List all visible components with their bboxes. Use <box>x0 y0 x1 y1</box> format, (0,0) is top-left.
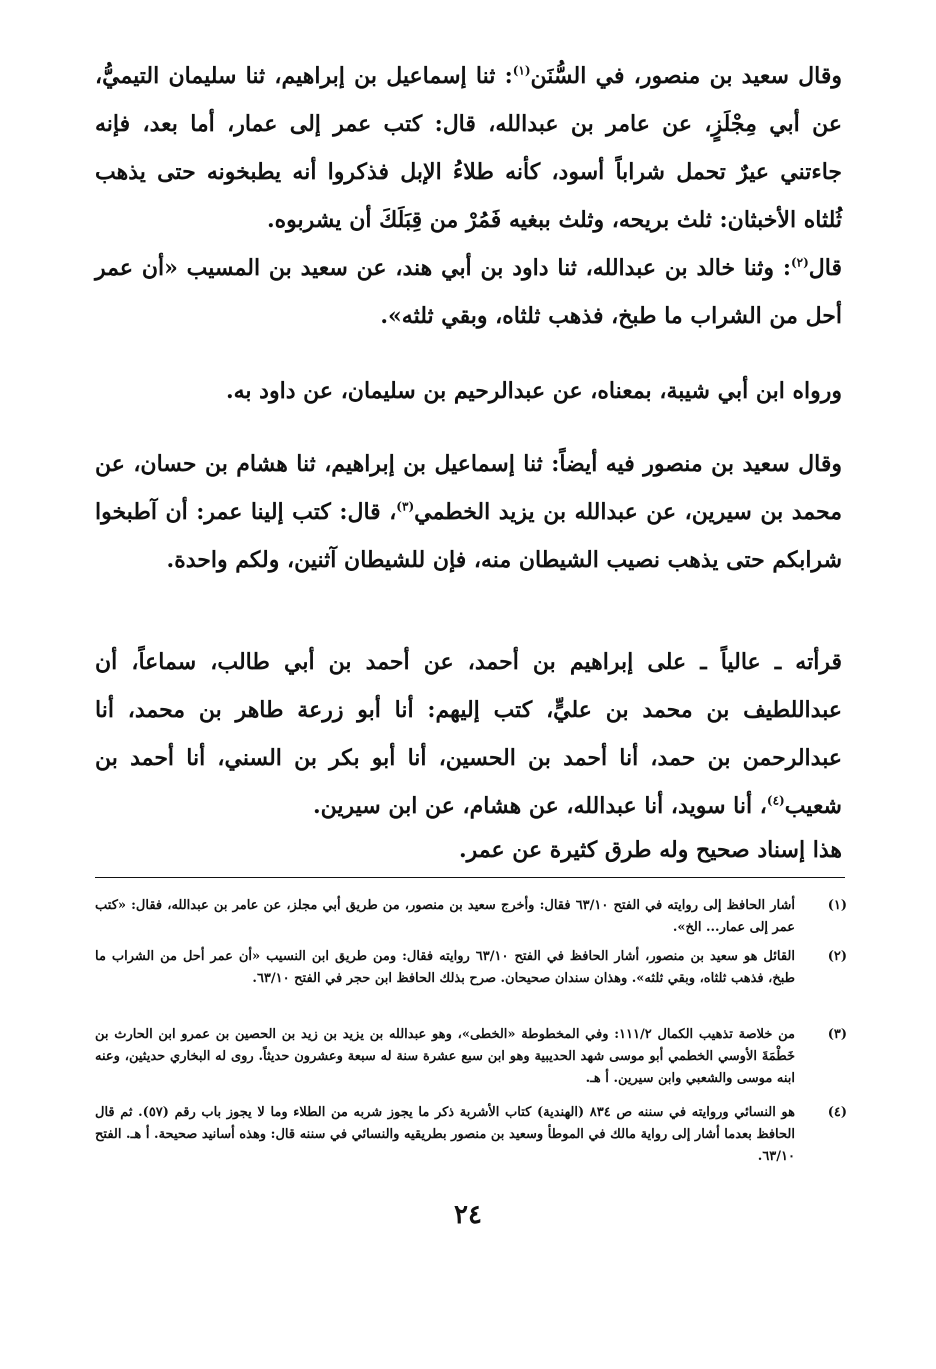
footnote-ref-3[interactable]: (٣) <box>396 499 415 514</box>
paragraph-1-text-a: وقال سعيد بن منصور، في السُّنَن <box>530 63 842 89</box>
paragraph-4-text-a: وقال سعيد بن منصور فيه أيضاً: ثنا إسماعيل بن إبراهيم، ثنا هشام بن حسان، عن محمد بن سيرين، عن عبدالله بن يزيد الخطمي <box>95 451 842 525</box>
footnote-ref-1[interactable]: (١) <box>512 63 531 78</box>
paragraph-3-text: ورواه ابن أبي شيبة، بمعناه، عن عبدالرحيم بن سليمان، عن داود به. <box>225 378 842 404</box>
footnote-4-text: هو النسائي وروايته في سننه ص ٨٣٤ (الهندية) كتاب الأشربة ذكر ما يجوز شربه من الطلاء وما لا يجوز باب رقم (٥٧). ثم قال الحافظ بعدما أشار إلى رواية مالك في الموطأ وسعيد بن منصور بطريقيه والنسائي في سننه قال: وهذه أسانيد صحيحة. أ هـ. الفتح ٦٣/١٠. <box>95 1105 796 1164</box>
page-number: ٢٤ <box>454 1200 482 1230</box>
paragraph-1-text-b: : ثنا إسماعيل بن إبراهيم، ثنا سليمان التيميُّ، عن أبي مِجْلَزٍ، عن عامر بن عبدالله، قال: كتب عمر إلى عمار، أما بعد، فإنه جاءتني عيرٌ تحمل شراباً أسود، كأنه طلاءُ الإبل فذكروا أنه يطبخونه حتى يذهب ثُلثاه الأخبثان: ثلث بريحه، وثلث ببغيه فَمُرْ من قِبَلَكَ أن يشربوه. <box>95 63 842 233</box>
footnote-2 <box>95 946 847 990</box>
paragraph-2-text-b: : وثنا خالد بن عبدالله، ثنا داود بن أبي هند، عن سعيد بن المسيب «أن عمر أحل من الشراب ما طبخ، فذهب ثلثاه، وبقي ثلثه». <box>95 255 842 329</box>
footnote-divider <box>95 877 845 878</box>
footnote-1-text: أشار الحافظ إلى روايته في الفتح ٦٣/١٠ فقال: وأخرج سعيد بن منصور، من طريق أبي مجلز، عن عامر بن عبدالله، فقال: «كتب عمر إلى عمار... الخ». <box>95 898 795 935</box>
paragraph-5 <box>95 638 842 830</box>
footnote-4-number: (٤) <box>827 1105 847 1120</box>
paragraph-4-text-b: ، قال: كتب إلينا عمر: أن آطبخوا شرابكم حتى يذهب نصيب الشيطان منه، فإن للشيطان آثنين، ولكم واحدة. <box>95 499 842 573</box>
footnote-2-text: القائل هو سعيد بن منصور، أشار الحافظ في الفتح ٦٣/١٠ روايته فقال: ومن طريق ابن النسيب «أن عمر أحل من الشراب ما طبخ، فذهب ثلثاه، وبقي ثلثه». وهذان سندان صحيحان. صرح بذلك الحافظ ابن حجر في الفتح ٦٣/١٠. <box>95 949 795 986</box>
footnote-ref-4[interactable]: (٤) <box>766 793 785 808</box>
footnote-1-number: (١) <box>827 898 847 913</box>
paragraph-4 <box>95 440 842 584</box>
paragraph-5-text-a: قرأته ـ عالياً ـ على إبراهيم بن أحمد، عن أحمد بن أبي طالب، سماعاً، أن عبداللطيف بن محمد بن عليٍّ، كتب إليهم: أنا أبو زرعة طاهر بن محمد، أنا عبدالرحمن بن حمد، أنا أحمد بن الحسين، أنا أبو بكر بن السني، أنا أحمد بن شعيب <box>95 649 842 819</box>
footnote-2-number: (٢) <box>827 949 847 964</box>
footnote-3 <box>95 1024 847 1090</box>
paragraph-5-text-b: ، أنا سويد، أنا عبدالله، عن هشام، عن ابن سيرين. <box>312 793 767 819</box>
footnote-ref-2[interactable]: (٢) <box>790 255 809 270</box>
footnote-3-number: (٣) <box>827 1027 847 1042</box>
footnote-3-text: من خلاصة تذهيب الكمال ١١١/٢: وفي المخطوطة «الخطى»، وهو عبدالله بن يزيد بن زيد بن الحصين بن عمرو ابن الحارث بن خَطْمَةَ الأوسي الخطمي أبو موسى شهد الحديبية وهو ابن سبع عشرة سنة له سبعة وعشرون حديثاً. روى له البخاري حديثين، وعنه ابنه موسى والشعبي وابن سيرين. أ هـ. <box>95 1027 795 1086</box>
footnote-4 <box>95 1102 847 1168</box>
paragraph-1 <box>95 52 842 244</box>
paragraph-2 <box>95 244 842 340</box>
paragraph-6-text: هذا إسناد صحيح وله طرق كثيرة عن عمر. <box>458 837 842 863</box>
footnote-1 <box>95 895 847 939</box>
paragraph-6 <box>95 826 842 874</box>
paragraph-2-text-a: قال <box>808 255 842 281</box>
paragraph-3 <box>95 367 842 415</box>
